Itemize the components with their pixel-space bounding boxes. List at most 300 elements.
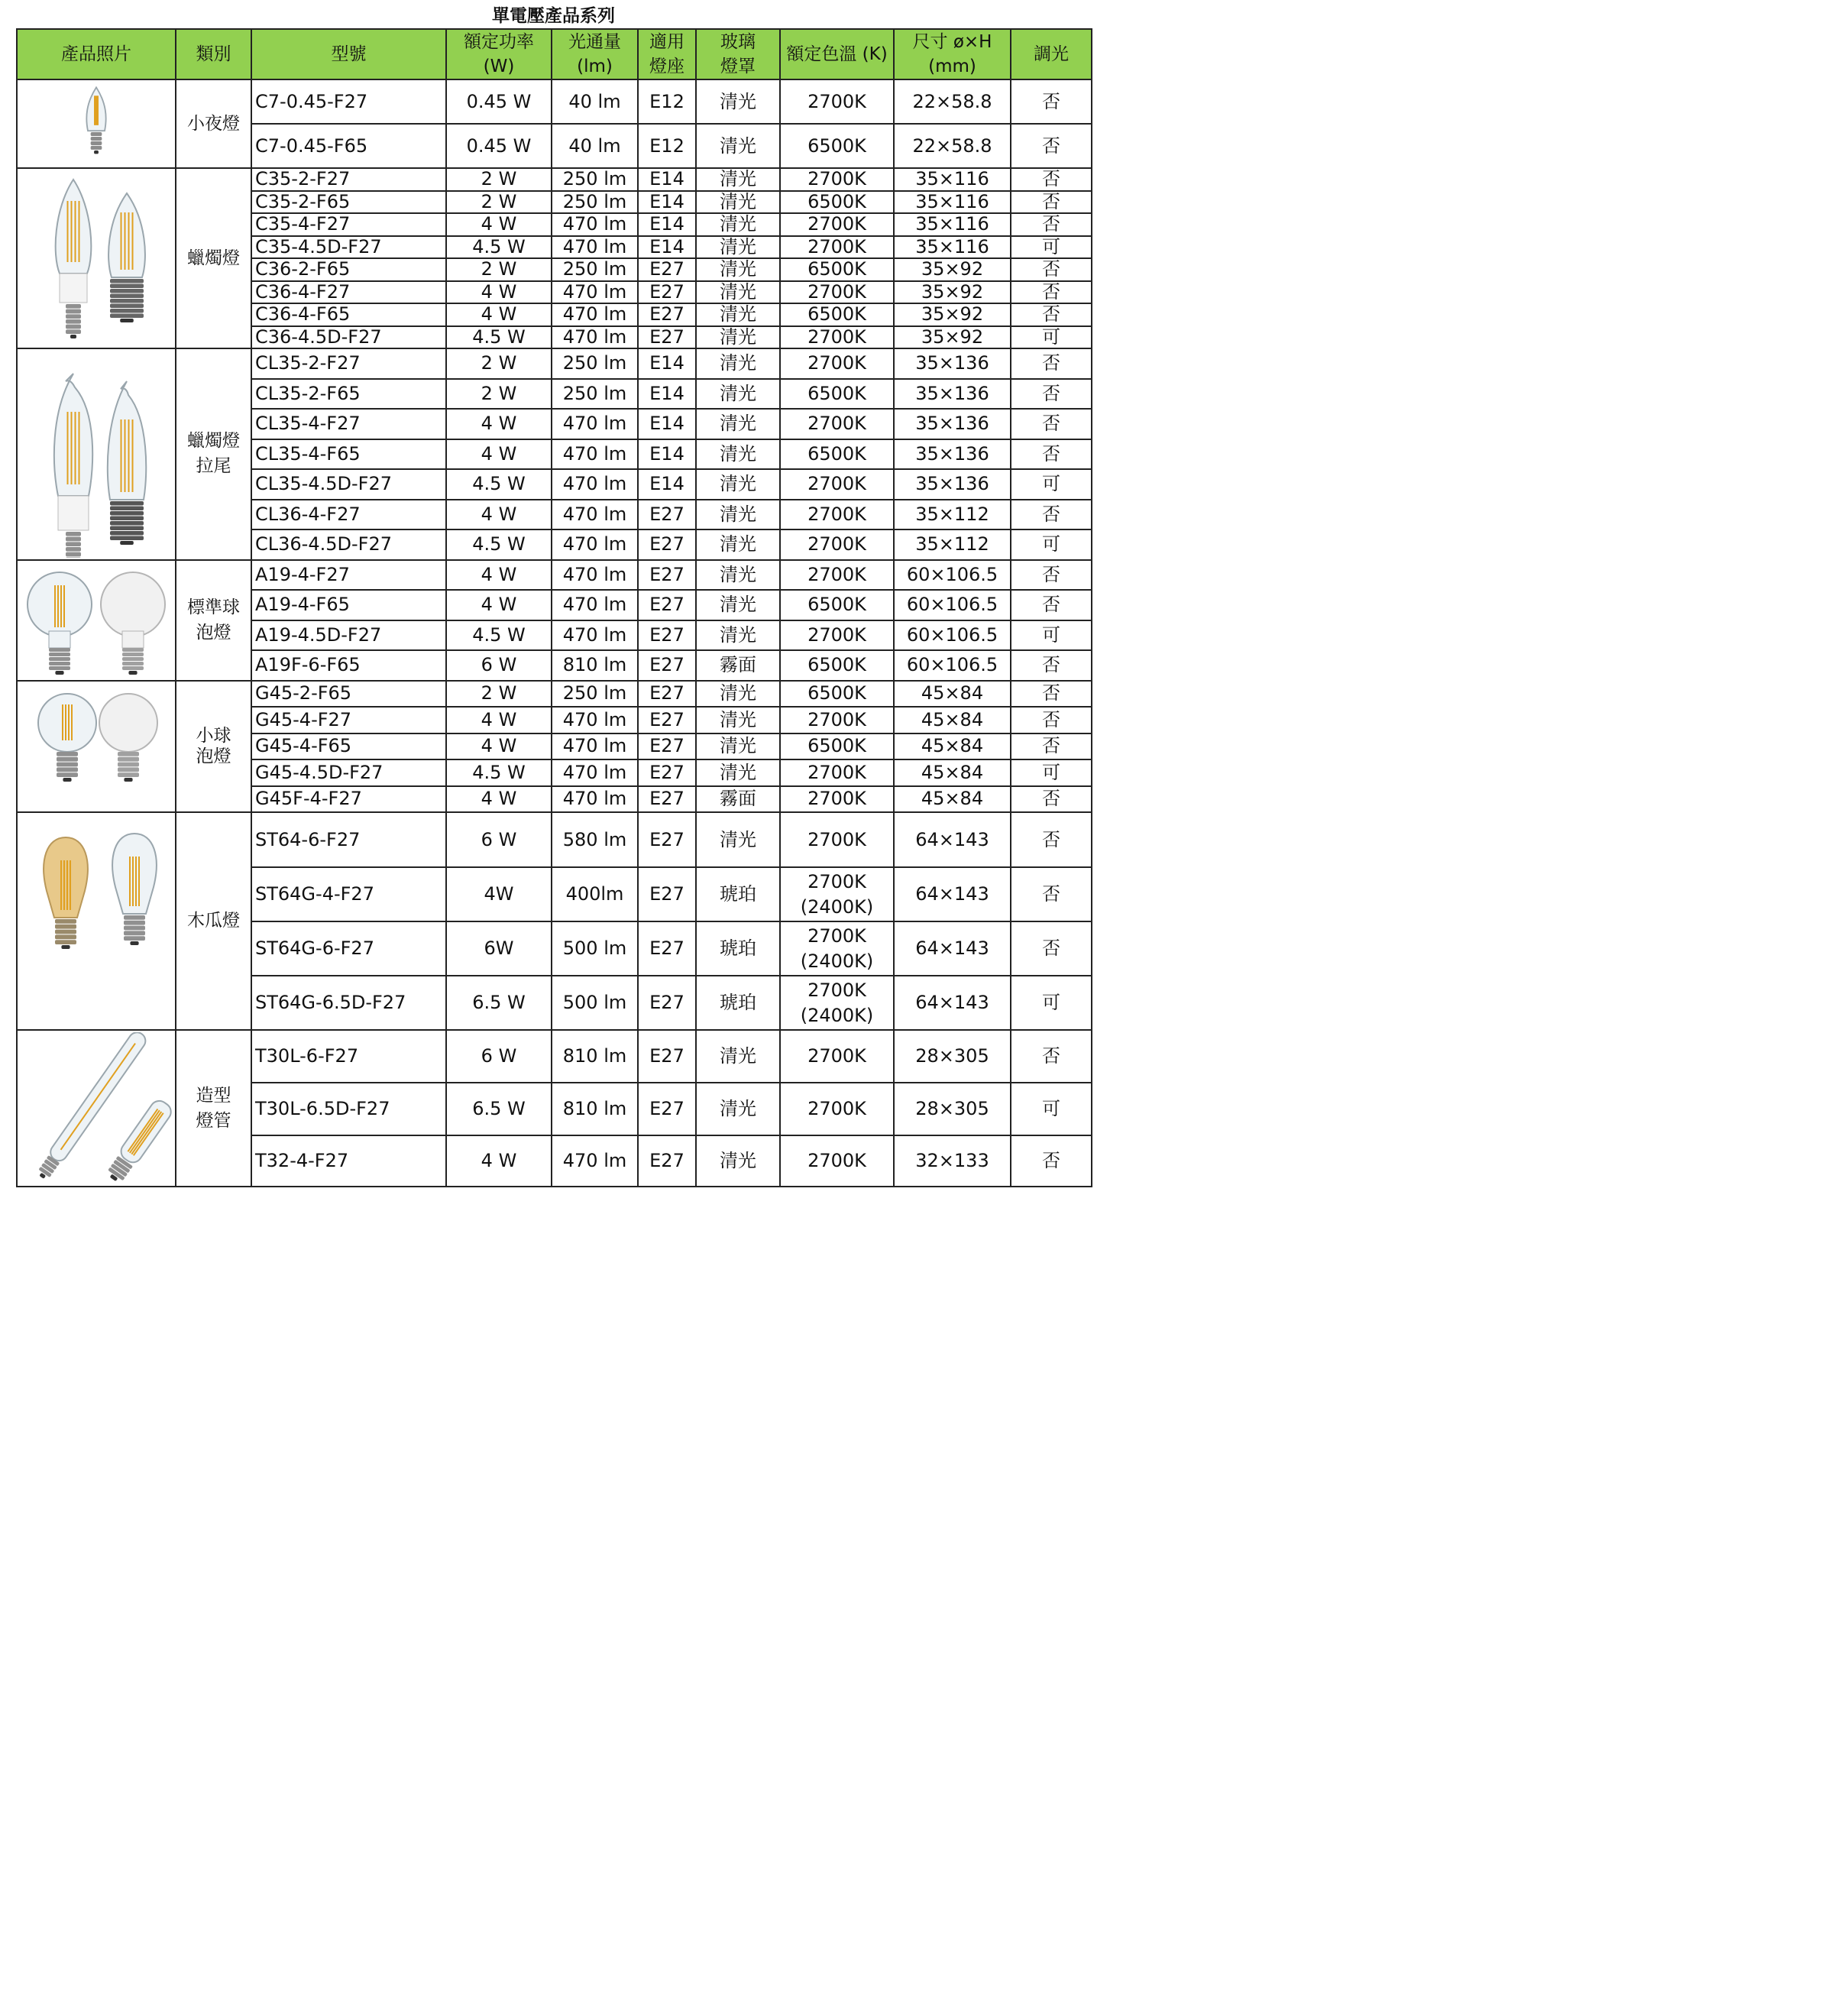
size-cell: 28×305 (894, 1030, 1011, 1083)
model-cell: C36-4-F65 (251, 303, 446, 326)
dim-cell: 否 (1011, 500, 1092, 530)
power-cell: 2 W (446, 379, 552, 410)
header-dim: 調光 (1011, 29, 1092, 79)
power-cell: 4 W (446, 500, 552, 530)
category-cell (176, 348, 251, 560)
product-photo (17, 560, 176, 681)
glass-cell: 清光 (696, 326, 780, 349)
category-cell (176, 79, 251, 168)
model-cell: CL35-4-F27 (251, 409, 446, 439)
cct-cell: 2700K (780, 759, 894, 786)
category-label: 小球 (196, 725, 231, 746)
cct-cell (780, 867, 894, 921)
size-cell: 64×143 (894, 812, 1011, 867)
category-label: 造型 (196, 1085, 231, 1106)
power-cell: 4.5 W (446, 529, 552, 560)
standard-bulb-icon (20, 562, 173, 678)
table-row (17, 1030, 1092, 1083)
dim-cell: 可 (1011, 620, 1092, 651)
model-cell: CL36-4-F27 (251, 500, 446, 530)
lumen-cell: 470 lm (552, 786, 638, 813)
size-cell: 64×143 (894, 921, 1011, 976)
dim-cell: 可 (1011, 236, 1092, 259)
model-cell: ST64G-6.5D-F27 (251, 976, 446, 1030)
dim-cell: 否 (1011, 650, 1092, 681)
size-cell: 45×84 (894, 786, 1011, 813)
dim-cell: 否 (1011, 1030, 1092, 1083)
cct-cell (780, 976, 894, 1030)
base-cell: E27 (638, 1083, 696, 1135)
base-cell: E12 (638, 79, 696, 124)
size-cell: 32×133 (894, 1135, 1011, 1187)
cct-cell: 6500K (780, 439, 894, 470)
cct-cell: 2700K (780, 500, 894, 530)
glass-cell: 清光 (696, 379, 780, 410)
glass-cell: 清光 (696, 303, 780, 326)
cct-value: 2700K (807, 925, 866, 947)
power-cell: 4.5 W (446, 620, 552, 651)
size-cell: 60×106.5 (894, 560, 1011, 591)
size-cell: 60×106.5 (894, 650, 1011, 681)
cct-cell: 6500K (780, 379, 894, 410)
header-power-line1: 額定功率 (464, 32, 534, 52)
cct-value: 2700K (807, 979, 866, 1001)
lumen-cell: 580 lm (552, 812, 638, 867)
power-cell: 4W (446, 867, 552, 921)
model-cell: CL35-4.5D-F27 (251, 469, 446, 500)
power-cell: 4.5 W (446, 759, 552, 786)
model-cell: C36-4.5D-F27 (251, 326, 446, 349)
category-label: 蠟燭燈 (187, 431, 240, 452)
size-cell: 35×112 (894, 529, 1011, 560)
dim-cell: 否 (1011, 786, 1092, 813)
lumen-cell: 400lm (552, 867, 638, 921)
size-cell: 22×58.8 (894, 79, 1011, 124)
dim-cell: 可 (1011, 529, 1092, 560)
base-cell: E27 (638, 500, 696, 530)
base-cell: E27 (638, 867, 696, 921)
dim-cell: 否 (1011, 124, 1092, 168)
header-row (17, 29, 1092, 79)
dim-cell: 否 (1011, 681, 1092, 708)
size-cell: 35×136 (894, 348, 1011, 379)
base-cell: E27 (638, 650, 696, 681)
base-cell: E14 (638, 379, 696, 410)
size-cell: 64×143 (894, 976, 1011, 1030)
page-title: 單電壓產品系列 (492, 6, 615, 26)
size-cell: 64×143 (894, 867, 1011, 921)
size-cell: 35×92 (894, 303, 1011, 326)
power-cell: 6.5 W (446, 1083, 552, 1135)
model-cell: A19F-6-F65 (251, 650, 446, 681)
base-cell: E14 (638, 348, 696, 379)
cct-cell: 2700K (780, 620, 894, 651)
model-cell: G45F-4-F27 (251, 786, 446, 813)
size-cell: 35×116 (894, 191, 1011, 214)
model-cell: ST64-6-F27 (251, 812, 446, 867)
lumen-cell: 470 lm (552, 236, 638, 259)
lumen-cell: 40 lm (552, 124, 638, 168)
lumen-cell: 470 lm (552, 326, 638, 349)
dim-cell: 否 (1011, 590, 1092, 620)
base-cell: E27 (638, 759, 696, 786)
glass-cell: 清光 (696, 124, 780, 168)
base-cell: E27 (638, 303, 696, 326)
cct-cell: 2700K (780, 79, 894, 124)
model-cell: CL35-2-F65 (251, 379, 446, 410)
dim-cell: 否 (1011, 168, 1092, 191)
lumen-cell: 470 lm (552, 707, 638, 733)
lumen-cell: 500 lm (552, 976, 638, 1030)
header-glass-line2: 燈罩 (720, 57, 756, 76)
size-cell: 60×106.5 (894, 620, 1011, 651)
model-cell: G45-4-F27 (251, 707, 446, 733)
header-glass-line1: 玻璃 (720, 32, 756, 52)
category-cell (176, 560, 251, 681)
dim-cell: 否 (1011, 258, 1092, 281)
power-cell: 4 W (446, 439, 552, 470)
header-size (894, 29, 1011, 79)
glass-cell: 琥珀 (696, 921, 780, 976)
size-cell: 45×84 (894, 681, 1011, 708)
base-cell: E27 (638, 733, 696, 760)
base-cell: E27 (638, 326, 696, 349)
size-cell: 45×84 (894, 733, 1011, 760)
power-cell: 6W (446, 921, 552, 976)
cct-cell: 2700K (780, 529, 894, 560)
lumen-cell: 500 lm (552, 921, 638, 976)
dim-cell: 否 (1011, 921, 1092, 976)
size-cell: 22×58.8 (894, 124, 1011, 168)
power-cell: 2 W (446, 681, 552, 708)
power-cell: 2 W (446, 191, 552, 214)
power-cell: 4 W (446, 786, 552, 813)
cct-cell: 2700K (780, 786, 894, 813)
base-cell: E27 (638, 786, 696, 813)
power-cell: 2 W (446, 258, 552, 281)
dim-cell: 可 (1011, 326, 1092, 349)
base-cell: E14 (638, 213, 696, 236)
cct-cell (780, 921, 894, 976)
glass-cell: 清光 (696, 620, 780, 651)
base-cell: E14 (638, 236, 696, 259)
header-category: 類別 (176, 29, 251, 79)
st64-bulb-icon (20, 814, 173, 1028)
dim-cell: 否 (1011, 560, 1092, 591)
power-cell: 4 W (446, 303, 552, 326)
base-cell: E27 (638, 921, 696, 976)
product-photo (17, 681, 176, 813)
model-cell: ST64G-6-F27 (251, 921, 446, 976)
model-cell: C36-4-F27 (251, 281, 446, 304)
cct-cell: 2700K (780, 707, 894, 733)
size-cell: 60×106.5 (894, 590, 1011, 620)
dim-cell: 可 (1011, 469, 1092, 500)
category-label: 小夜燈 (187, 113, 240, 134)
glass-cell: 清光 (696, 469, 780, 500)
model-cell: G45-4-F65 (251, 733, 446, 760)
size-cell: 28×305 (894, 1083, 1011, 1135)
category-cell (176, 812, 251, 1030)
lumen-cell: 470 lm (552, 469, 638, 500)
header-cct: 額定色溫 (K) (780, 29, 894, 79)
cct-cell: 2700K (780, 281, 894, 304)
cct-cell: 2700K (780, 213, 894, 236)
table-body (17, 79, 1092, 1187)
power-cell: 4 W (446, 409, 552, 439)
lumen-cell: 470 lm (552, 733, 638, 760)
lumen-cell: 250 lm (552, 348, 638, 379)
lumen-cell: 470 lm (552, 500, 638, 530)
power-cell: 0.45 W (446, 124, 552, 168)
table-row (17, 560, 1092, 591)
dim-cell: 否 (1011, 812, 1092, 867)
base-cell: E27 (638, 620, 696, 651)
cct-cell: 2700K (780, 168, 894, 191)
dim-cell: 否 (1011, 409, 1092, 439)
dim-cell: 可 (1011, 1083, 1092, 1135)
category-label: 泡燈 (196, 622, 231, 643)
cct-cell: 6500K (780, 650, 894, 681)
lumen-cell: 810 lm (552, 1083, 638, 1135)
candle-bulb-icon (20, 170, 173, 346)
dim-cell: 否 (1011, 379, 1092, 410)
power-cell: 4 W (446, 590, 552, 620)
glass-cell: 清光 (696, 213, 780, 236)
size-cell: 35×116 (894, 213, 1011, 236)
size-cell: 35×136 (894, 409, 1011, 439)
model-cell: C36-2-F65 (251, 258, 446, 281)
power-cell: 0.45 W (446, 79, 552, 124)
base-cell: E27 (638, 1135, 696, 1187)
dim-cell: 否 (1011, 733, 1092, 760)
header-glass (696, 29, 780, 79)
base-cell: E14 (638, 168, 696, 191)
lumen-cell: 810 lm (552, 1030, 638, 1083)
lumen-cell: 470 lm (552, 303, 638, 326)
cct-cell: 2700K (780, 409, 894, 439)
power-cell: 4 W (446, 707, 552, 733)
category-cell (176, 681, 251, 813)
base-cell: E27 (638, 1030, 696, 1083)
cct-cell: 2700K (780, 236, 894, 259)
model-cell: C35-2-F65 (251, 191, 446, 214)
cct-cell: 6500K (780, 191, 894, 214)
night-light-bulb-icon (20, 82, 173, 166)
base-cell: E27 (638, 529, 696, 560)
size-cell: 35×116 (894, 236, 1011, 259)
power-cell: 4 W (446, 560, 552, 591)
size-cell: 35×116 (894, 168, 1011, 191)
model-cell: CL35-4-F65 (251, 439, 446, 470)
power-cell: 6 W (446, 1030, 552, 1083)
power-cell: 2 W (446, 348, 552, 379)
glass-cell: 清光 (696, 409, 780, 439)
power-cell: 4 W (446, 213, 552, 236)
lumen-cell: 40 lm (552, 79, 638, 124)
glass-cell: 清光 (696, 79, 780, 124)
dim-cell: 否 (1011, 439, 1092, 470)
category-label: 泡燈 (196, 746, 231, 766)
base-cell: E27 (638, 812, 696, 867)
base-cell: E27 (638, 590, 696, 620)
cct-cell: 6500K (780, 124, 894, 168)
power-cell: 4.5 W (446, 236, 552, 259)
power-cell: 4 W (446, 733, 552, 760)
glass-cell: 琥珀 (696, 976, 780, 1030)
category-label: 燈管 (196, 1110, 231, 1131)
category-label: 蠟燭燈 (187, 248, 240, 268)
cct-alt-value: (2400K) (800, 950, 874, 972)
base-cell: E27 (638, 681, 696, 708)
model-cell: C7-0.45-F65 (251, 124, 446, 168)
cct-cell: 2700K (780, 1083, 894, 1135)
header-lumen-line2: (lm) (577, 57, 613, 76)
lumen-cell: 250 lm (552, 379, 638, 410)
category-label: 拉尾 (196, 456, 231, 477)
lumen-cell: 470 lm (552, 590, 638, 620)
dim-cell: 否 (1011, 79, 1092, 124)
cct-cell: 2700K (780, 348, 894, 379)
cct-cell: 6500K (780, 733, 894, 760)
glass-cell: 霧面 (696, 786, 780, 813)
power-cell: 2 W (446, 168, 552, 191)
cct-cell: 2700K (780, 1030, 894, 1083)
base-cell: E14 (638, 191, 696, 214)
glass-cell: 清光 (696, 707, 780, 733)
lumen-cell: 810 lm (552, 650, 638, 681)
power-cell: 6.5 W (446, 976, 552, 1030)
base-cell: E27 (638, 560, 696, 591)
dim-cell: 否 (1011, 281, 1092, 304)
cct-cell: 6500K (780, 258, 894, 281)
glass-cell: 清光 (696, 236, 780, 259)
lumen-cell: 250 lm (552, 681, 638, 708)
lumen-cell: 470 lm (552, 759, 638, 786)
base-cell: E14 (638, 469, 696, 500)
dim-cell: 否 (1011, 867, 1092, 921)
size-cell: 45×84 (894, 759, 1011, 786)
base-cell: E12 (638, 124, 696, 168)
table-row (17, 79, 1092, 124)
glass-cell: 清光 (696, 1135, 780, 1187)
glass-cell: 清光 (696, 733, 780, 760)
header-size-line2: (mm) (928, 57, 976, 76)
glass-cell: 霧面 (696, 650, 780, 681)
size-cell: 35×136 (894, 439, 1011, 470)
model-cell: A19-4.5D-F27 (251, 620, 446, 651)
power-cell: 4 W (446, 1135, 552, 1187)
cct-alt-value: (2400K) (800, 895, 874, 918)
category-label: 木瓜燈 (187, 911, 240, 931)
dim-cell: 否 (1011, 348, 1092, 379)
model-cell: T30L-6-F27 (251, 1030, 446, 1083)
glass-cell: 琥珀 (696, 867, 780, 921)
cct-cell: 2700K (780, 812, 894, 867)
model-cell: C35-4.5D-F27 (251, 236, 446, 259)
dim-cell: 否 (1011, 707, 1092, 733)
dim-cell: 可 (1011, 976, 1092, 1030)
glass-cell: 清光 (696, 258, 780, 281)
glass-cell: 清光 (696, 560, 780, 591)
base-cell: E14 (638, 409, 696, 439)
glass-cell: 清光 (696, 529, 780, 560)
glass-cell: 清光 (696, 168, 780, 191)
lumen-cell: 470 lm (552, 409, 638, 439)
model-cell: T30L-6.5D-F27 (251, 1083, 446, 1135)
cct-cell: 2700K (780, 469, 894, 500)
lumen-cell: 470 lm (552, 529, 638, 560)
table-row (17, 812, 1092, 867)
cct-cell: 6500K (780, 681, 894, 708)
tube-bulb-icon (20, 1032, 173, 1184)
header-size-line1: 尺寸 ø×H (912, 32, 992, 52)
product-table (16, 28, 1092, 1187)
model-cell: A19-4-F65 (251, 590, 446, 620)
size-cell: 45×84 (894, 707, 1011, 733)
glass-cell: 清光 (696, 1083, 780, 1135)
cct-cell: 2700K (780, 326, 894, 349)
model-cell: C35-2-F27 (251, 168, 446, 191)
header-model: 型號 (251, 29, 446, 79)
lumen-cell: 470 lm (552, 560, 638, 591)
category-cell (176, 1030, 251, 1187)
base-cell: E14 (638, 439, 696, 470)
glass-cell: 清光 (696, 812, 780, 867)
model-cell: CL36-4.5D-F27 (251, 529, 446, 560)
table-row (17, 681, 1092, 708)
dim-cell: 否 (1011, 1135, 1092, 1187)
size-cell: 35×136 (894, 379, 1011, 410)
product-photo (17, 1030, 176, 1187)
glass-cell: 清光 (696, 681, 780, 708)
dim-cell: 否 (1011, 213, 1092, 236)
header-power-line2: (W) (483, 57, 515, 76)
model-cell: CL35-2-F27 (251, 348, 446, 379)
base-cell: E27 (638, 976, 696, 1030)
glass-cell: 清光 (696, 500, 780, 530)
power-cell: 4 W (446, 281, 552, 304)
product-photo (17, 168, 176, 348)
size-cell: 35×92 (894, 326, 1011, 349)
header-base (638, 29, 696, 79)
lumen-cell: 250 lm (552, 258, 638, 281)
lumen-cell: 470 lm (552, 439, 638, 470)
lumen-cell: 470 lm (552, 620, 638, 651)
model-cell: T32-4-F27 (251, 1135, 446, 1187)
cct-value: 2700K (807, 870, 866, 892)
size-cell: 35×92 (894, 281, 1011, 304)
cct-cell: 6500K (780, 590, 894, 620)
globe-bulb-icon (20, 683, 173, 811)
flame-tip-candle-bulb-icon (20, 351, 173, 558)
category-cell (176, 168, 251, 348)
category-label: 標準球 (187, 597, 240, 617)
header-base-line2: 燈座 (649, 57, 685, 76)
size-cell: 35×112 (894, 500, 1011, 530)
cct-cell: 2700K (780, 1135, 894, 1187)
product-photo (17, 348, 176, 560)
lumen-cell: 470 lm (552, 1135, 638, 1187)
cct-alt-value: (2400K) (800, 1004, 874, 1026)
lumen-cell: 470 lm (552, 213, 638, 236)
power-cell: 6 W (446, 812, 552, 867)
glass-cell: 清光 (696, 281, 780, 304)
header-lumen-line1: 光通量 (568, 32, 621, 52)
power-cell: 4.5 W (446, 469, 552, 500)
base-cell: E27 (638, 281, 696, 304)
power-cell: 6 W (446, 650, 552, 681)
